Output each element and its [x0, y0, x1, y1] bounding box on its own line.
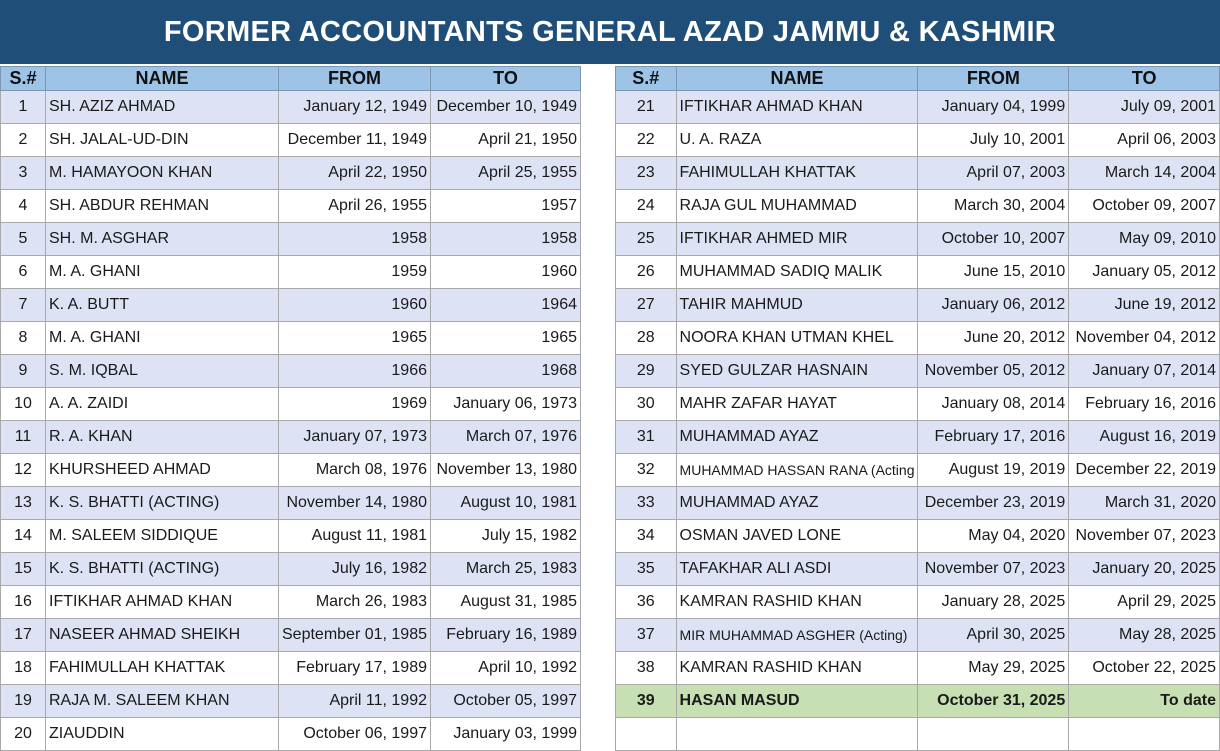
cell-name: M. SALEEM SIDDIQUE	[46, 520, 279, 553]
column-gap	[580, 66, 615, 751]
cell-name: OSMAN JAVED LONE	[676, 520, 918, 553]
table-row	[616, 619, 1220, 652]
cell-to: August 16, 2019	[1069, 421, 1220, 454]
cell-from: October 10, 2007	[918, 223, 1069, 256]
cell-name: SH. AZIZ AHMAD	[46, 91, 279, 124]
cell-serial: 29	[616, 355, 677, 388]
table-row	[1, 586, 581, 619]
cell-name: R. A. KHAN	[46, 421, 279, 454]
cell-to: February 16, 2016	[1069, 388, 1220, 421]
header-sn: S.#	[1, 67, 46, 91]
table-row	[616, 256, 1220, 289]
cell-to: May 28, 2025	[1069, 619, 1220, 652]
header-from: FROM	[279, 67, 431, 91]
cell-serial: 4	[1, 190, 46, 223]
cell-to: May 09, 2010	[1069, 223, 1220, 256]
cell-name: MIR MUHAMMAD ASGHER (Acting)	[676, 619, 918, 652]
cell-from: September 01, 1985	[279, 619, 431, 652]
cell-to: 1964	[431, 289, 581, 322]
table-row	[1, 388, 581, 421]
table-row	[616, 388, 1220, 421]
cell-from: August 19, 2019	[918, 454, 1069, 487]
cell-from: January 28, 2025	[918, 586, 1069, 619]
cell-from: July 10, 2001	[918, 124, 1069, 157]
cell-serial: 11	[1, 421, 46, 454]
cell-name: K. S. BHATTI (ACTING)	[46, 487, 279, 520]
cell-name: A. A. ZAIDI	[46, 388, 279, 421]
cell-from: 1960	[279, 289, 431, 322]
cell-name: KHURSHEED AHMAD	[46, 454, 279, 487]
cell-name: ZIAUDDIN	[46, 718, 279, 751]
table-row	[616, 223, 1220, 256]
table-row	[616, 289, 1220, 322]
cell-serial: 1	[1, 91, 46, 124]
cell-serial: 13	[1, 487, 46, 520]
table-row	[1, 124, 581, 157]
cell-name: SH. JALAL-UD-DIN	[46, 124, 279, 157]
cell-from: 1969	[279, 388, 431, 421]
table-row	[1, 454, 581, 487]
cell-from: January 06, 2012	[918, 289, 1069, 322]
table-row	[616, 124, 1220, 157]
cell-from: October 06, 1997	[279, 718, 431, 751]
cell-from: August 11, 1981	[279, 520, 431, 553]
cell-to: January 03, 1999	[431, 718, 581, 751]
table-row	[1, 421, 581, 454]
cell-to: March 07, 1976	[431, 421, 581, 454]
cell-from: November 07, 2023	[918, 553, 1069, 586]
cell-serial: 26	[616, 256, 677, 289]
table-row	[616, 190, 1220, 223]
cell-to: August 10, 1981	[431, 487, 581, 520]
table-row	[1, 553, 581, 586]
cell-serial	[616, 718, 677, 751]
cell-from: February 17, 1989	[279, 652, 431, 685]
cell-serial: 3	[1, 157, 46, 190]
cell-from: 1965	[279, 322, 431, 355]
cell-name: MUHAMMAD AYAZ	[676, 421, 918, 454]
table-row	[1, 520, 581, 553]
cell-from: January 08, 2014	[918, 388, 1069, 421]
cell-from: 1966	[279, 355, 431, 388]
cell-serial: 17	[1, 619, 46, 652]
header-sn: S.#	[616, 67, 677, 91]
roster-table-left	[0, 66, 581, 751]
cell-serial: 24	[616, 190, 677, 223]
cell-from: July 16, 1982	[279, 553, 431, 586]
cell-name: NASEER AHMAD SHEIKH	[46, 619, 279, 652]
cell-name: IFTIKHAR AHMED MIR	[676, 223, 918, 256]
cell-to: October 05, 1997	[431, 685, 581, 718]
cell-serial: 36	[616, 586, 677, 619]
cell-name: FAHIMULLAH KHATTAK	[46, 652, 279, 685]
cell-serial: 22	[616, 124, 677, 157]
cell-name: M. HAMAYOON KHAN	[46, 157, 279, 190]
cell-from: April 22, 1950	[279, 157, 431, 190]
table-row	[1, 91, 581, 124]
cell-from: May 04, 2020	[918, 520, 1069, 553]
table-row	[616, 157, 1220, 190]
cell-from: December 23, 2019	[918, 487, 1069, 520]
cell-to: April 29, 2025	[1069, 586, 1220, 619]
cell-serial: 14	[1, 520, 46, 553]
cell-name	[676, 718, 918, 751]
cell-name: U. A. RAZA	[676, 124, 918, 157]
table-row	[1, 223, 581, 256]
table-row	[616, 421, 1220, 454]
cell-from: 1959	[279, 256, 431, 289]
cell-serial: 25	[616, 223, 677, 256]
header-to: TO	[1069, 67, 1220, 91]
cell-serial: 35	[616, 553, 677, 586]
cell-serial: 31	[616, 421, 677, 454]
table-row	[1, 190, 581, 223]
table-row	[1, 718, 581, 751]
cell-to: March 25, 1983	[431, 553, 581, 586]
header-row	[616, 67, 1220, 91]
cell-to: April 25, 1955	[431, 157, 581, 190]
cell-from: June 20, 2012	[918, 322, 1069, 355]
cell-to: November 07, 2023	[1069, 520, 1220, 553]
cell-to: January 05, 2012	[1069, 256, 1220, 289]
cell-to: October 22, 2025	[1069, 652, 1220, 685]
cell-from	[918, 718, 1069, 751]
table-row	[1, 256, 581, 289]
table-row	[1, 619, 581, 652]
table-row	[616, 553, 1220, 586]
cell-serial: 38	[616, 652, 677, 685]
header-name: NAME	[676, 67, 918, 91]
cell-to: December 10, 1949	[431, 91, 581, 124]
cell-serial: 15	[1, 553, 46, 586]
table-row	[616, 487, 1220, 520]
cell-serial: 19	[1, 685, 46, 718]
table-row	[1, 157, 581, 190]
cell-to: January 06, 1973	[431, 388, 581, 421]
cell-to: April 21, 1950	[431, 124, 581, 157]
table-row	[616, 91, 1220, 124]
cell-from: March 08, 1976	[279, 454, 431, 487]
cell-name: M. A. GHANI	[46, 322, 279, 355]
roster-table-right	[615, 66, 1220, 751]
cell-from: February 17, 2016	[918, 421, 1069, 454]
table-row	[1, 685, 581, 718]
cell-name: MAHR ZAFAR HAYAT	[676, 388, 918, 421]
cell-from: April 07, 2003	[918, 157, 1069, 190]
cell-name: FAHIMULLAH KHATTAK	[676, 157, 918, 190]
table-row	[616, 322, 1220, 355]
cell-name: SYED GULZAR HASNAIN	[676, 355, 918, 388]
table-row	[616, 652, 1220, 685]
cell-to: April 10, 1992	[431, 652, 581, 685]
cell-from: April 11, 1992	[279, 685, 431, 718]
cell-serial: 37	[616, 619, 677, 652]
cell-to: November 04, 2012	[1069, 322, 1220, 355]
cell-serial: 10	[1, 388, 46, 421]
cell-from: October 31, 2025	[918, 685, 1069, 718]
cell-name: KAMRAN RASHID KHAN	[676, 652, 918, 685]
page-title: FORMER ACCOUNTANTS GENERAL AZAD JAMMU & KASHMIR	[0, 0, 1220, 64]
cell-name: K. S. BHATTI (ACTING)	[46, 553, 279, 586]
cell-serial: 39	[616, 685, 677, 718]
cell-to: 1957	[431, 190, 581, 223]
cell-to: 1960	[431, 256, 581, 289]
cell-serial: 21	[616, 91, 677, 124]
cell-serial: 9	[1, 355, 46, 388]
cell-to: March 14, 2004	[1069, 157, 1220, 190]
cell-to: January 07, 2014	[1069, 355, 1220, 388]
cell-serial: 28	[616, 322, 677, 355]
cell-serial: 5	[1, 223, 46, 256]
cell-from: March 30, 2004	[918, 190, 1069, 223]
cell-from: May 29, 2025	[918, 652, 1069, 685]
cell-to: 1968	[431, 355, 581, 388]
header-from: FROM	[918, 67, 1069, 91]
cell-serial: 32	[616, 454, 677, 487]
cell-serial: 7	[1, 289, 46, 322]
cell-name: HASAN MASUD	[676, 685, 918, 718]
cell-from: December 11, 1949	[279, 124, 431, 157]
cell-from: January 04, 1999	[918, 91, 1069, 124]
cell-to: January 20, 2025	[1069, 553, 1220, 586]
cell-to: April 06, 2003	[1069, 124, 1220, 157]
cell-serial: 30	[616, 388, 677, 421]
cell-serial: 27	[616, 289, 677, 322]
cell-to: March 31, 2020	[1069, 487, 1220, 520]
cell-serial: 34	[616, 520, 677, 553]
cell-to: To date	[1069, 685, 1220, 718]
cell-serial: 33	[616, 487, 677, 520]
cell-name: KAMRAN RASHID KHAN	[676, 586, 918, 619]
cell-serial: 6	[1, 256, 46, 289]
cell-from: June 15, 2010	[918, 256, 1069, 289]
cell-name: MUHAMMAD AYAZ	[676, 487, 918, 520]
cell-serial: 18	[1, 652, 46, 685]
cell-name: IFTIKHAR AHMAD KHAN	[676, 91, 918, 124]
cell-from: April 26, 1955	[279, 190, 431, 223]
table-row	[616, 454, 1220, 487]
cell-to: October 09, 2007	[1069, 190, 1220, 223]
cell-name: RAJA GUL MUHAMMAD	[676, 190, 918, 223]
header-name: NAME	[46, 67, 279, 91]
table-row	[616, 586, 1220, 619]
cell-name: SH. ABDUR REHMAN	[46, 190, 279, 223]
table-row	[616, 685, 1220, 718]
cell-to: 1965	[431, 322, 581, 355]
cell-name: MUHAMMAD SADIQ MALIK	[676, 256, 918, 289]
cell-name: NOORA KHAN UTMAN KHEL	[676, 322, 918, 355]
cell-name: RAJA M. SALEEM KHAN	[46, 685, 279, 718]
header-to: TO	[431, 67, 581, 91]
cell-to: July 09, 2001	[1069, 91, 1220, 124]
cell-serial: 2	[1, 124, 46, 157]
cell-name: MUHAMMAD HASSAN RANA (Acting	[676, 454, 918, 487]
table-row	[1, 487, 581, 520]
table-row	[616, 718, 1220, 751]
cell-to: August 31, 1985	[431, 586, 581, 619]
cell-to: February 16, 1989	[431, 619, 581, 652]
cell-name: TAHIR MAHMUD	[676, 289, 918, 322]
cell-serial: 20	[1, 718, 46, 751]
cell-name: S. M. IQBAL	[46, 355, 279, 388]
cell-from: January 12, 1949	[279, 91, 431, 124]
cell-from: November 14, 1980	[279, 487, 431, 520]
cell-to	[1069, 718, 1220, 751]
cell-serial: 23	[616, 157, 677, 190]
table-row	[1, 322, 581, 355]
cell-from: January 07, 1973	[279, 421, 431, 454]
table-row	[1, 289, 581, 322]
cell-name: M. A. GHANI	[46, 256, 279, 289]
cell-from: November 05, 2012	[918, 355, 1069, 388]
table-row	[1, 652, 581, 685]
cell-from: April 30, 2025	[918, 619, 1069, 652]
table-row	[616, 520, 1220, 553]
cell-serial: 12	[1, 454, 46, 487]
cell-to: June 19, 2012	[1069, 289, 1220, 322]
cell-to: December 22, 2019	[1069, 454, 1220, 487]
cell-name: SH. M. ASGHAR	[46, 223, 279, 256]
cell-to: July 15, 1982	[431, 520, 581, 553]
table-row	[1, 355, 581, 388]
cell-name: IFTIKHAR AHMAD KHAN	[46, 586, 279, 619]
cell-serial: 16	[1, 586, 46, 619]
cell-from: 1958	[279, 223, 431, 256]
cell-to: November 13, 1980	[431, 454, 581, 487]
cell-serial: 8	[1, 322, 46, 355]
cell-name: K. A. BUTT	[46, 289, 279, 322]
cell-name: TAFAKHAR ALI ASDI	[676, 553, 918, 586]
header-row	[1, 67, 581, 91]
cell-to: 1958	[431, 223, 581, 256]
table-row	[616, 355, 1220, 388]
cell-from: March 26, 1983	[279, 586, 431, 619]
